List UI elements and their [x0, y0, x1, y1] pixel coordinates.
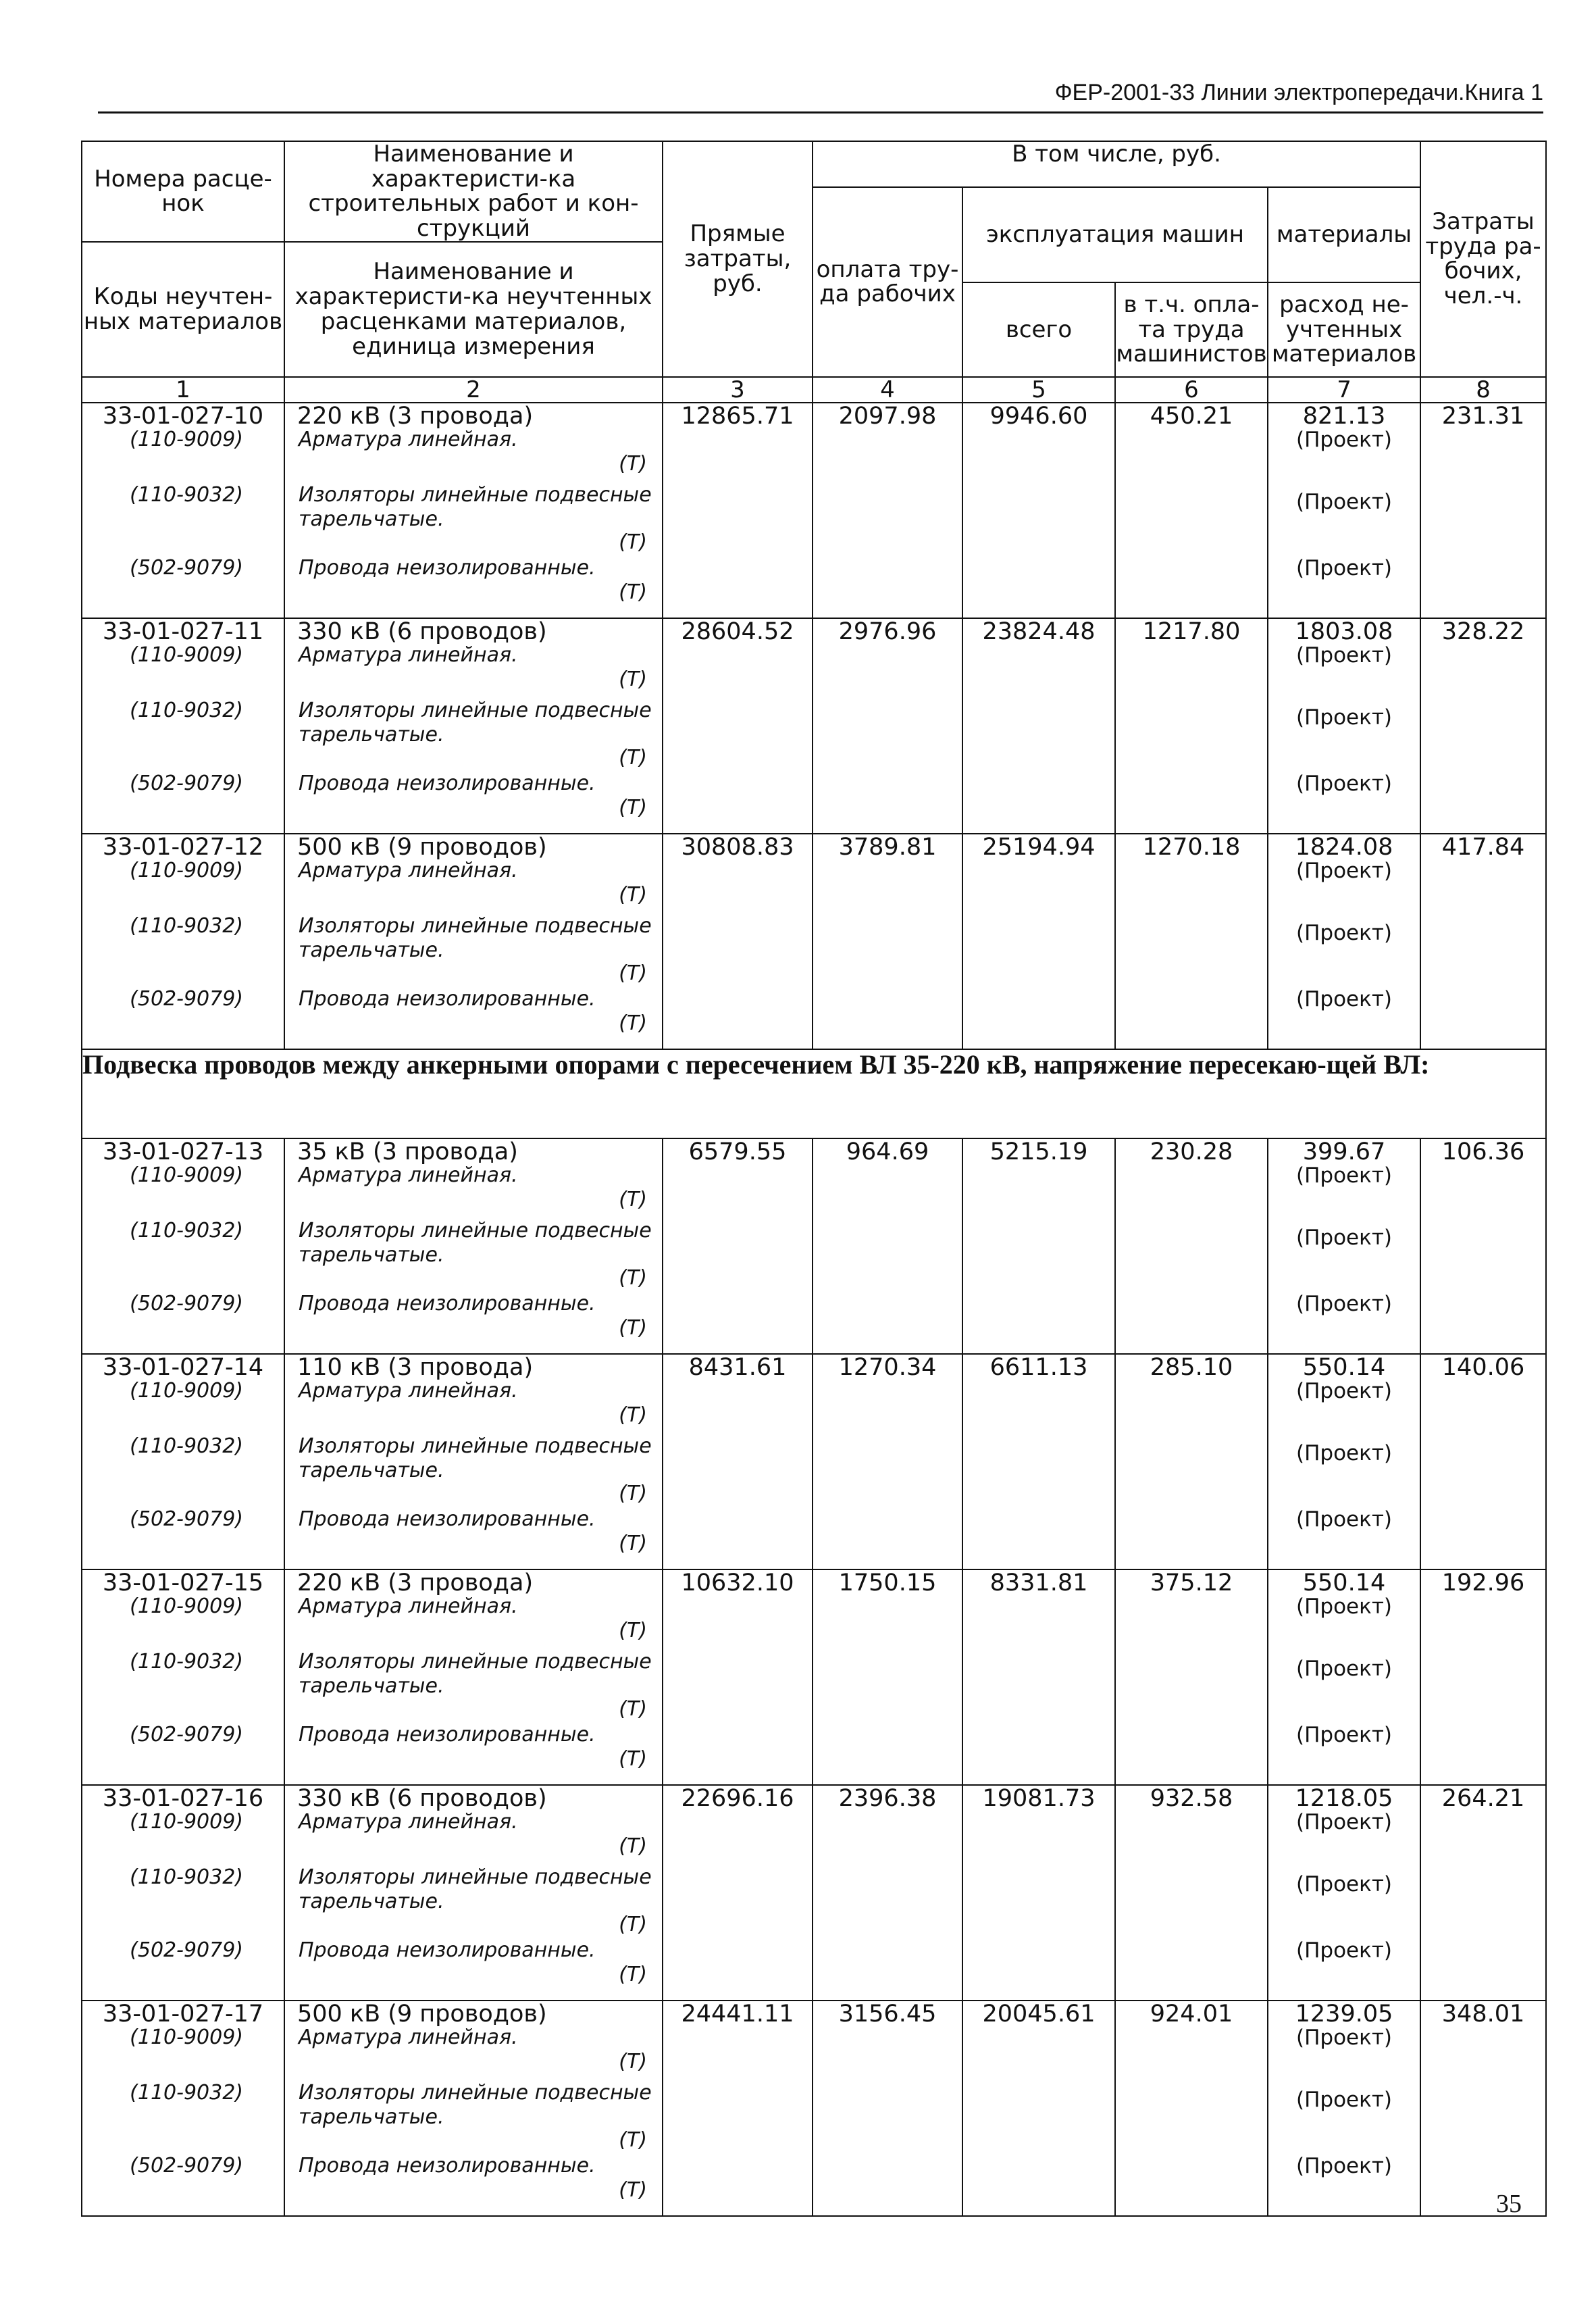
material-unit: (Т): [619, 1696, 647, 1721]
rate-description-cell: [284, 1569, 663, 1785]
direct-costs-value: 12865.71: [681, 402, 794, 430]
material-code: (110-9032): [130, 1865, 243, 1889]
material-code: (110-9009): [130, 1378, 243, 1403]
materials-value: 1824.08: [1295, 833, 1393, 861]
materials-cell: [1268, 834, 1420, 1049]
material-name: Изоляторы линейные подвесные тарельчатые.: [299, 1865, 652, 1913]
machine-total-value-cell: [962, 1785, 1115, 2001]
labor-costs-value: 231.31: [1441, 402, 1525, 430]
worker-pay-value: 2976.96: [838, 618, 937, 645]
worker-pay-value-cell: [813, 1785, 962, 2001]
rate-title: 330 кВ (6 проводов): [297, 1784, 547, 1812]
worker-pay-value-cell: [813, 618, 962, 834]
material-code: (502-9079): [130, 2153, 243, 2178]
material-name: Арматура линейная.: [299, 1163, 518, 1187]
material-unit: (Т): [619, 451, 647, 476]
material-code: (110-9009): [130, 643, 243, 667]
material-code: (110-9009): [130, 1163, 243, 1187]
material-name: Провода неизолированные.: [299, 1507, 596, 1531]
material-code: (110-9032): [130, 1649, 243, 1674]
materials-cell: [1268, 618, 1420, 834]
material-unit: (Т): [619, 795, 647, 820]
material-unit: (Т): [619, 2178, 647, 2202]
worker-pay-value: 1270.34: [838, 1353, 937, 1381]
material-name: Провода неизолированные.: [299, 1938, 596, 1962]
material-name: Арматура линейная.: [299, 858, 518, 882]
material-code: (110-9009): [130, 858, 243, 882]
materials-cell: [1268, 1138, 1420, 1354]
materials-value: 1803.08: [1295, 618, 1393, 645]
material-code: (110-9032): [130, 913, 243, 938]
material-unit: (Т): [619, 1011, 647, 1035]
materials-cell: [1268, 1569, 1420, 1785]
labor-costs-value: 328.22: [1441, 618, 1525, 645]
materials-value: 399.67: [1302, 1138, 1386, 1165]
project-label: (Проект): [1296, 555, 1392, 580]
rate-title: 110 кВ (3 провода): [297, 1353, 534, 1381]
direct-costs-value-cell: [663, 403, 813, 618]
material-unit: (Т): [619, 1834, 647, 1858]
labor-costs-value: 106.36: [1441, 1138, 1525, 1165]
material-name: Изоляторы линейные подвесные тарельчатые.: [299, 482, 652, 531]
direct-costs-value: 6579.55: [688, 1138, 787, 1165]
direct-costs-value-cell: [663, 1785, 813, 2001]
rate-row: [82, 834, 1546, 1049]
rate-title: 500 кВ (9 проводов): [297, 833, 547, 861]
rate-title: 220 кВ (3 провода): [297, 1569, 534, 1596]
machinist-pay-value-cell: [1115, 1138, 1268, 1354]
project-label: (Проект): [1296, 643, 1392, 668]
material-code: (110-9009): [130, 1809, 243, 1834]
material-code: (110-9032): [130, 1434, 243, 1458]
material-code: (502-9079): [130, 1722, 243, 1746]
materials-value: 550.14: [1302, 1353, 1386, 1381]
direct-costs-value-cell: [663, 1569, 813, 1785]
machine-total-value-cell: [962, 2001, 1115, 2216]
material-unit: (Т): [619, 1187, 647, 1211]
direct-costs-value: 8431.61: [688, 1353, 787, 1381]
direct-costs-value-cell: [663, 1138, 813, 1354]
material-name: Арматура линейная.: [299, 1594, 518, 1618]
rate-code-cell: [82, 834, 284, 1049]
materials-cell: [1268, 403, 1420, 618]
project-label: (Проект): [1296, 489, 1392, 514]
rate-row: [82, 618, 1546, 834]
rate-code: 33-01-027-16: [102, 1784, 264, 1812]
direct-costs-value-cell: [663, 834, 813, 1049]
column-number: 7: [1268, 377, 1420, 403]
machine-total-value: 20045.61: [982, 2000, 1096, 2028]
materials-value: 1218.05: [1295, 1784, 1393, 1812]
material-name: Арматура линейная.: [299, 1809, 518, 1834]
machinist-pay-value: 450.21: [1150, 402, 1233, 430]
rate-title: 220 кВ (3 провода): [297, 402, 534, 430]
machine-total-value-cell: [962, 1138, 1115, 1354]
column-number: 2: [284, 377, 663, 403]
rate-description-cell: [284, 1785, 663, 2001]
labor-costs-cell: [1420, 2001, 1546, 2216]
rates-table: [81, 141, 1547, 2217]
column-number: 1: [82, 377, 284, 403]
column-number: 8: [1420, 377, 1546, 403]
labor-costs-cell: [1420, 834, 1546, 1049]
materials-value: 550.14: [1302, 1569, 1386, 1596]
column-numbers-row: [82, 377, 1546, 403]
rate-code: 33-01-027-10: [102, 402, 264, 430]
material-unit: (Т): [619, 1618, 647, 1642]
rate-code-cell: [82, 1785, 284, 2001]
material-name: Провода неизолированные.: [299, 771, 596, 795]
material-unit: (Т): [619, 1746, 647, 1771]
material-code: (110-9032): [130, 482, 243, 507]
labor-costs-value: 264.21: [1441, 1784, 1525, 1812]
labor-costs-cell: [1420, 1138, 1546, 1354]
header-worker-pay: оплата тру-да рабочих: [813, 187, 962, 377]
page-number: 35: [1496, 2190, 1522, 2218]
project-label: (Проект): [1296, 1440, 1392, 1465]
machinist-pay-value-cell: [1115, 1785, 1268, 2001]
project-label: (Проект): [1296, 2025, 1392, 2050]
material-code: (502-9079): [130, 986, 243, 1011]
project-label: (Проект): [1296, 1809, 1392, 1834]
machinist-pay-value-cell: [1115, 403, 1268, 618]
machine-total-value: 25194.94: [982, 833, 1096, 861]
materials-cell: [1268, 1785, 1420, 2001]
project-label: (Проект): [1296, 920, 1392, 945]
direct-costs-value: 28604.52: [681, 618, 794, 645]
material-unit: (Т): [619, 2049, 647, 2073]
materials-cell: [1268, 2001, 1420, 2216]
rate-row: [82, 1138, 1546, 1354]
rate-code-cell: [82, 403, 284, 618]
worker-pay-value-cell: [813, 1569, 962, 1785]
rate-code: 33-01-027-13: [102, 1138, 264, 1165]
material-code: (502-9079): [130, 555, 243, 580]
material-code: (110-9032): [130, 698, 243, 722]
worker-pay-value: 964.69: [846, 1138, 929, 1165]
labor-costs-cell: [1420, 403, 1546, 618]
materials-value: 821.13: [1302, 402, 1386, 430]
machine-total-value: 8331.81: [989, 1569, 1088, 1596]
rate-code: 33-01-027-11: [102, 618, 264, 645]
machinist-pay-value-cell: [1115, 1354, 1268, 1569]
material-code: (502-9079): [130, 1291, 243, 1315]
material-unit: (Т): [619, 1315, 647, 1340]
machine-total-value-cell: [962, 618, 1115, 834]
worker-pay-value-cell: [813, 403, 962, 618]
material-name: Изоляторы линейные подвесные тарельчатые.: [299, 2080, 652, 2129]
material-name: Провода неизолированные.: [299, 986, 596, 1011]
project-label: (Проект): [1296, 986, 1392, 1011]
rate-description-cell: [284, 834, 663, 1049]
labor-costs-cell: [1420, 1569, 1546, 1785]
worker-pay-value: 2396.38: [838, 1784, 937, 1812]
rate-description-cell: [284, 1354, 663, 1569]
machinist-pay-value-cell: [1115, 834, 1268, 1049]
material-name: Провода неизолированные.: [299, 1291, 596, 1315]
machine-total-value: 23824.48: [982, 618, 1096, 645]
rate-code: 33-01-027-14: [102, 1353, 264, 1381]
project-label: (Проект): [1296, 1163, 1392, 1188]
material-name: Изоляторы линейные подвесные тарельчатые.: [299, 1218, 652, 1267]
material-unit: (Т): [619, 1531, 647, 1555]
rate-row: [82, 2001, 1546, 2216]
material-unit: (Т): [619, 580, 647, 604]
direct-costs-value-cell: [663, 2001, 813, 2216]
header-materials: материалы: [1268, 187, 1420, 282]
material-code: (502-9079): [130, 771, 243, 795]
material-unit: (Т): [619, 1962, 647, 1986]
material-unit: (Т): [619, 961, 647, 985]
worker-pay-value-cell: [813, 2001, 962, 2216]
labor-costs-cell: [1420, 618, 1546, 834]
header-total: всего: [962, 282, 1115, 377]
project-label: (Проект): [1296, 1378, 1392, 1403]
rate-code-cell: [82, 1138, 284, 1354]
machine-total-value-cell: [962, 1569, 1115, 1785]
rate-row: [82, 403, 1546, 618]
material-unit: (Т): [619, 745, 647, 770]
material-code: (110-9032): [130, 2080, 243, 2105]
material-name: Изоляторы линейные подвесные тарельчатые.: [299, 698, 652, 747]
materials-value: 1239.05: [1295, 2000, 1393, 2028]
header-work-name: Наименование и характеристи-ка строительных работ и кон-струкций: [284, 141, 663, 242]
machinist-pay-value-cell: [1115, 1569, 1268, 1785]
worker-pay-value: 2097.98: [838, 402, 937, 430]
machinist-pay-value: 1270.18: [1142, 833, 1241, 861]
header-unaccounted-consumption: расход не-учтенных материалов: [1268, 282, 1420, 377]
material-name: Арматура линейная.: [299, 643, 518, 667]
direct-costs-value-cell: [663, 618, 813, 834]
direct-costs-value: 30808.83: [681, 833, 794, 861]
rate-code-cell: [82, 2001, 284, 2216]
column-number: 4: [813, 377, 962, 403]
header-unaccounted-codes: Коды неучтен-ных материалов: [82, 242, 284, 377]
machine-total-value-cell: [962, 834, 1115, 1049]
material-code: (110-9009): [130, 427, 243, 451]
material-code: (502-9079): [130, 1507, 243, 1531]
rate-code: 33-01-027-15: [102, 1569, 264, 1596]
material-code: (502-9079): [130, 1938, 243, 1962]
machine-total-value: 5215.19: [989, 1138, 1088, 1165]
machinist-pay-value: 924.01: [1150, 2000, 1233, 2028]
rate-row: [82, 1785, 1546, 2001]
worker-pay-value-cell: [813, 1138, 962, 1354]
rate-row: [82, 1569, 1546, 1785]
machinist-pay-value: 285.10: [1150, 1353, 1233, 1381]
project-label: (Проект): [1296, 2153, 1392, 2178]
rate-code-cell: [82, 618, 284, 834]
rate-row: [82, 1354, 1546, 1569]
project-label: (Проект): [1296, 1871, 1392, 1896]
header-direct-costs: Прямые затраты, руб.: [663, 141, 813, 377]
material-unit: (Т): [619, 1265, 647, 1290]
material-name: Арматура линейная.: [299, 2025, 518, 2049]
material-name: Провода неизолированные.: [299, 555, 596, 580]
project-label: (Проект): [1296, 858, 1392, 883]
direct-costs-value: 10632.10: [681, 1569, 794, 1596]
materials-cell: [1268, 1354, 1420, 1569]
material-unit: (Т): [619, 2128, 647, 2152]
material-name: Провода неизолированные.: [299, 1722, 596, 1746]
project-label: (Проект): [1296, 771, 1392, 796]
header-rate-numbers: Номера расце-нок: [82, 141, 284, 242]
worker-pay-value: 3789.81: [838, 833, 937, 861]
worker-pay-value: 3156.45: [838, 2000, 937, 2028]
machine-total-value-cell: [962, 403, 1115, 618]
material-unit: (Т): [619, 882, 647, 907]
machine-total-value: 19081.73: [982, 1784, 1096, 1812]
section-title: Подвеска проводов между анкерными опорами с пересечением ВЛ 35-220 кВ, напряжение пересекаю-щей ВЛ:: [82, 1049, 1546, 1138]
machine-total-value-cell: [962, 1354, 1115, 1569]
machine-total-value: 9946.60: [989, 402, 1088, 430]
material-code: (110-9032): [130, 1218, 243, 1242]
project-label: (Проект): [1296, 1291, 1392, 1316]
project-label: (Проект): [1296, 1594, 1392, 1619]
machinist-pay-value: 375.12: [1150, 1569, 1233, 1596]
worker-pay-value-cell: [813, 834, 962, 1049]
material-name: Арматура линейная.: [299, 1378, 518, 1403]
section-row: [82, 1049, 1546, 1138]
material-name: Изоляторы линейные подвесные тарельчатые.: [299, 913, 652, 962]
labor-costs-value: 348.01: [1441, 2000, 1525, 2028]
rate-description-cell: [284, 618, 663, 834]
rate-title: 35 кВ (3 провода): [297, 1138, 518, 1165]
direct-costs-value: 24441.11: [681, 2000, 794, 2028]
rate-description-cell: [284, 403, 663, 618]
column-number: 5: [962, 377, 1115, 403]
header-machinist-pay: в т.ч. опла-та труда машинистов: [1115, 282, 1268, 377]
material-name: Изоляторы линейные подвесные тарельчатые.: [299, 1434, 652, 1482]
column-number: 6: [1115, 377, 1268, 403]
project-label: (Проект): [1296, 705, 1392, 730]
project-label: (Проект): [1296, 1507, 1392, 1532]
project-label: (Проект): [1296, 2087, 1392, 2112]
project-label: (Проект): [1296, 427, 1392, 452]
header-including: В том числе, руб.: [813, 141, 1420, 187]
rate-description-cell: [284, 1138, 663, 1354]
project-label: (Проект): [1296, 1225, 1392, 1250]
labor-costs-cell: [1420, 1354, 1546, 1569]
direct-costs-value-cell: [663, 1354, 813, 1569]
labor-costs-value: 140.06: [1441, 1353, 1525, 1381]
machinist-pay-value: 932.58: [1150, 1784, 1233, 1812]
machinist-pay-value: 1217.80: [1142, 618, 1241, 645]
header-machine-operation: эксплуатация машин: [962, 187, 1268, 282]
project-label: (Проект): [1296, 1722, 1392, 1747]
material-code: (110-9009): [130, 2025, 243, 2049]
header-labor-costs: Затраты труда ра-бочих, чел.-ч.: [1420, 141, 1546, 377]
material-unit: (Т): [619, 1481, 647, 1505]
material-name: Провода неизолированные.: [299, 2153, 596, 2178]
direct-costs-value: 22696.16: [681, 1784, 794, 1812]
machinist-pay-value-cell: [1115, 2001, 1268, 2216]
labor-costs-value: 192.96: [1441, 1569, 1525, 1596]
material-code: (110-9009): [130, 1594, 243, 1618]
rate-code-cell: [82, 1569, 284, 1785]
material-name: Арматура линейная.: [299, 427, 518, 451]
machinist-pay-value: 230.28: [1150, 1138, 1233, 1165]
labor-costs-cell: [1420, 1785, 1546, 2001]
rate-code: 33-01-027-17: [102, 2000, 264, 2028]
project-label: (Проект): [1296, 1656, 1392, 1681]
labor-costs-value: 417.84: [1441, 833, 1525, 861]
machine-total-value: 6611.13: [989, 1353, 1088, 1381]
running-header: ФЕР-2001-33 Линии электропередачи.Книга 1: [98, 80, 1543, 114]
rate-description-cell: [284, 2001, 663, 2216]
worker-pay-value: 1750.15: [838, 1569, 937, 1596]
material-unit: (Т): [619, 1403, 647, 1427]
material-name: Изоляторы линейные подвесные тарельчатые.: [299, 1649, 652, 1698]
material-unit: (Т): [619, 667, 647, 691]
worker-pay-value-cell: [813, 1354, 962, 1569]
header-unaccounted-name: Наименование и характеристи-ка неучтенных расценками материалов, единица измерения: [284, 242, 663, 377]
rate-title: 330 кВ (6 проводов): [297, 618, 547, 645]
rate-code-cell: [82, 1354, 284, 1569]
rate-title: 500 кВ (9 проводов): [297, 2000, 547, 2028]
column-number: 3: [663, 377, 813, 403]
rate-code: 33-01-027-12: [102, 833, 264, 861]
material-unit: (Т): [619, 530, 647, 554]
material-unit: (Т): [619, 1912, 647, 1936]
machinist-pay-value-cell: [1115, 618, 1268, 834]
project-label: (Проект): [1296, 1938, 1392, 1963]
